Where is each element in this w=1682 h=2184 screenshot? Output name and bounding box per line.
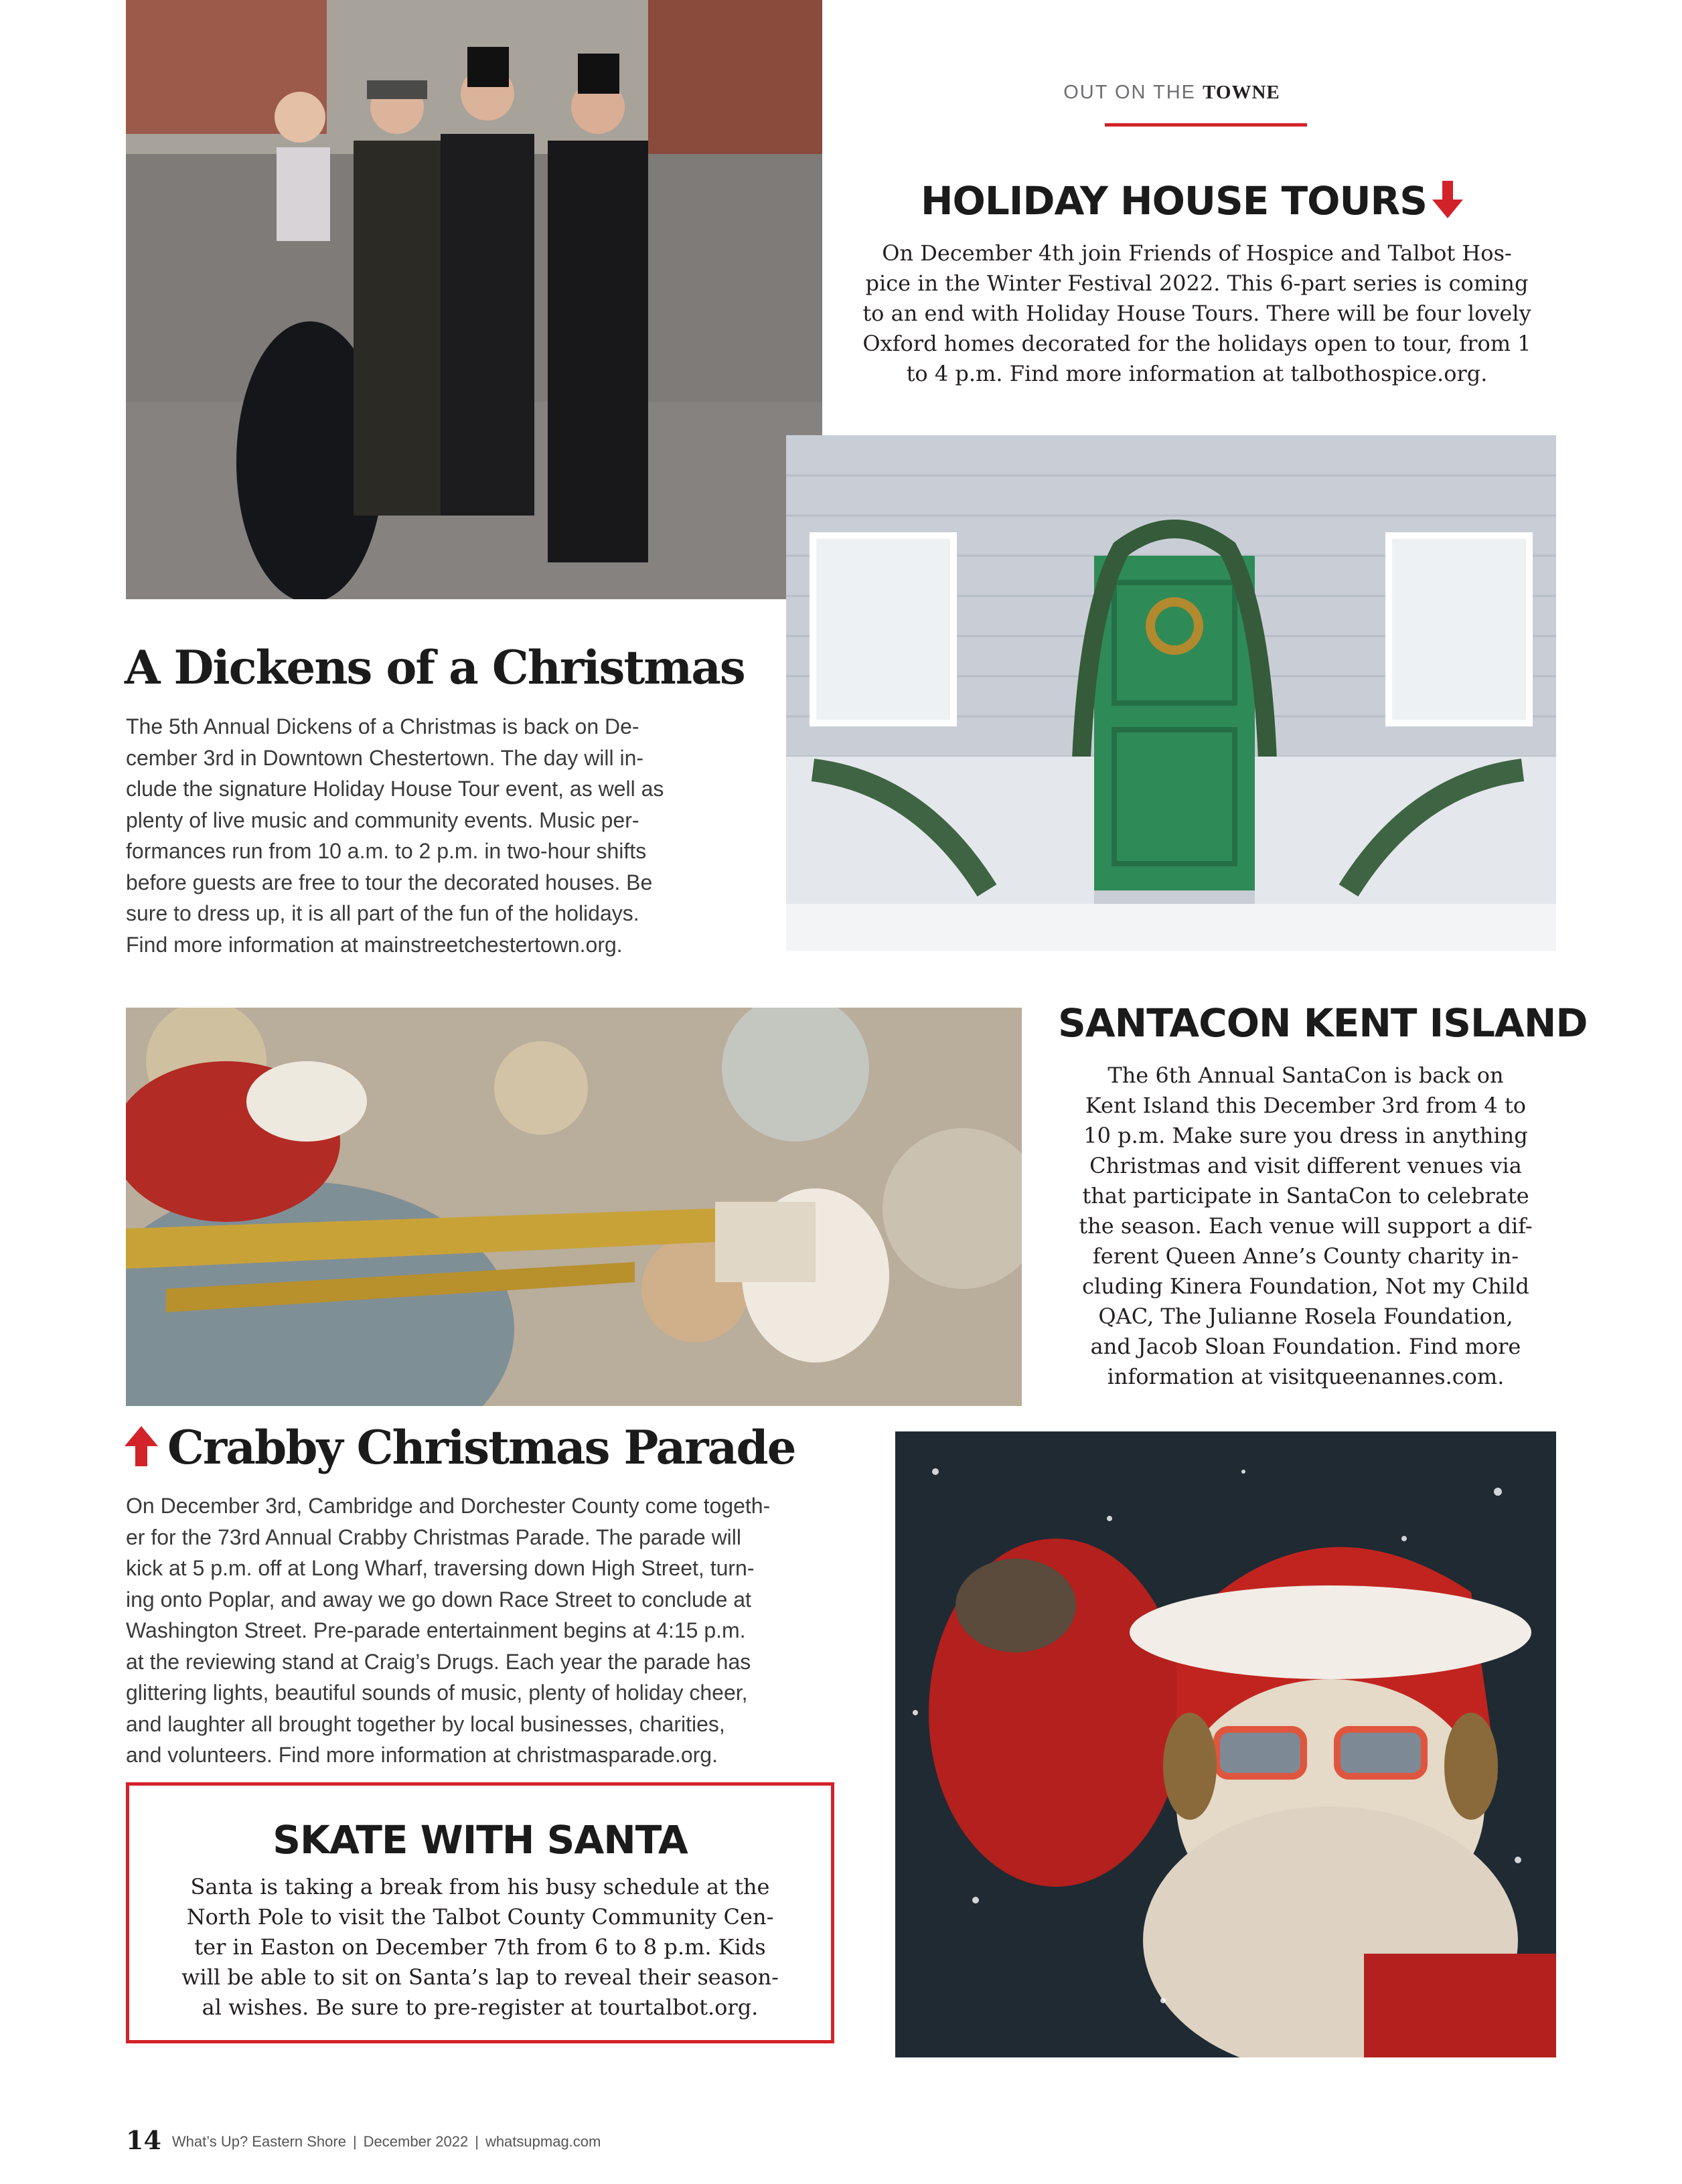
body-line: and volunteers. Find more information at christmasparade.org. [126, 1743, 718, 1767]
body-line: clude the signature Holiday House Tour event, as well as [126, 777, 664, 801]
page-footer [126, 2125, 601, 2155]
body-line: Santa is taking a break from his busy schedule at the [190, 1874, 770, 1899]
footer-website: whatsupmag.com [485, 2133, 601, 2150]
body-line: to 4 p.m. Find more information at talbothospice.org. [906, 361, 1488, 386]
body-line: North Pole to visit the Talbot County Community Cen- [186, 1904, 774, 1930]
body-line: Washington Street. Pre-parade entertainment begins at 4:15 p.m. [126, 1618, 746, 1642]
body-line: ing onto Poplar, and away we go down Race Street to conclude at [126, 1587, 751, 1612]
body-line: er for the 73rd Annual Crabby Christmas Parade. The parade will [126, 1525, 741, 1549]
arrow-down-icon [1432, 181, 1463, 218]
holiday-house-tours-title: HOLIDAY HOUSE TOURS [921, 178, 1427, 224]
page-number: 14 [126, 2125, 161, 2155]
body-line: ferent Queen Anne’s County charity in- [1092, 1243, 1519, 1269]
footer-issue: December 2022 [363, 2133, 469, 2150]
body-line: The 5th Annual Dickens of a Christmas is back on De- [126, 714, 639, 738]
body-line: plenty of live music and community events. Music per- [126, 807, 639, 832]
trombone-santa-photo [126, 1008, 1022, 1406]
crabby-title: Crabby Christmas Parade [167, 1421, 795, 1475]
body-line: glittering lights, beautiful sounds of music, plenty of holiday cheer, [126, 1681, 748, 1705]
skate-body [141, 1872, 820, 2023]
crabby-body [126, 1490, 849, 1771]
body-line: information at visitqueenannes.com. [1107, 1364, 1505, 1389]
body-line: The 6th Annual SantaCon is back on [1107, 1063, 1504, 1088]
holiday-house-tours-heading [830, 178, 1553, 224]
section-name: TOWNE [1203, 82, 1280, 103]
body-line: Oxford homes decorated for the holidays open to tour, from 1 [862, 331, 1531, 356]
dickens-photo [126, 0, 822, 599]
santacon-title: SANTACON KENT ISLAND [1058, 1000, 1588, 1046]
body-line: will be able to sit on Santa’s lap to reveal their season- [181, 1964, 779, 1990]
body-line: 10 p.m. Make sure you dress in anything [1083, 1123, 1528, 1148]
body-line: pice in the Winter Festival 2022. This 6-part series is coming [865, 270, 1529, 296]
arrow-up-icon [125, 1426, 158, 1466]
body-line: ter in Easton on December 7th from 6 to 8 p.m. Kids [194, 1934, 766, 1960]
dickens-title: A Dickens of a Christmas [125, 641, 745, 695]
body-line: that participate in SantaCon to celebrate [1082, 1183, 1529, 1208]
dickens-body [126, 711, 769, 960]
footer-publication: What’s Up? Eastern Shore [171, 2133, 346, 2150]
body-line: On December 4th join Friends of Hospice and Talbot Hos- [882, 240, 1512, 266]
skate-title: SKATE WITH SANTA [273, 1817, 688, 1863]
body-line: QAC, The Julianne Rosela Foundation, [1098, 1304, 1513, 1329]
body-line: Kent Island this December 3rd from 4 to [1085, 1093, 1527, 1118]
body-line: al wishes. Be sure to pre-register at tourtalbot.org. [202, 1995, 759, 2020]
body-line: kick at 5 p.m. off at Long Wharf, traversing down High Street, turn- [126, 1556, 755, 1580]
body-line: and laughter all brought together by local businesses, charities, [126, 1711, 725, 1736]
section-rule [1105, 123, 1307, 127]
holiday-door-photo [786, 435, 1556, 951]
body-line: Christmas and visit different venues via [1089, 1153, 1522, 1178]
section-label [1045, 82, 1299, 104]
body-line: cluding Kinera Foundation, Not my Child [1082, 1273, 1529, 1299]
body-line: formances run from 10 a.m. to 2 p.m. in two-hour shifts [126, 839, 647, 863]
body-line: the season. Each venue will support a dif- [1079, 1213, 1533, 1239]
body-line: sure to dress up, it is all part of the fun of the holidays. [126, 901, 639, 925]
body-line: cember 3rd in Downtown Chestertown. The day will in- [126, 745, 644, 770]
footer-separator: | [352, 2133, 357, 2150]
body-line: at the reviewing stand at Craig’s Drugs. Each year the parade has [126, 1649, 751, 1674]
body-line: On December 3rd, Cambridge and Dorchester County come togeth- [126, 1494, 771, 1518]
section-prefix: OUT ON THE [1063, 82, 1197, 103]
santa-sunglasses-photo [895, 1431, 1556, 2057]
body-line: and Jacob Sloan Foundation. Find more [1090, 1334, 1521, 1359]
body-line: to an end with Holiday House Tours. There will be four lovely [862, 301, 1531, 326]
crabby-heading [125, 1421, 795, 1475]
footer-separator: | [475, 2133, 479, 2150]
holiday-house-tours-body [840, 238, 1553, 389]
body-line: Find more information at mainstreetchestertown.org. [126, 932, 623, 957]
santacon-body [1051, 1061, 1560, 1392]
body-line: before guests are free to tour the decorated houses. Be [126, 870, 653, 894]
